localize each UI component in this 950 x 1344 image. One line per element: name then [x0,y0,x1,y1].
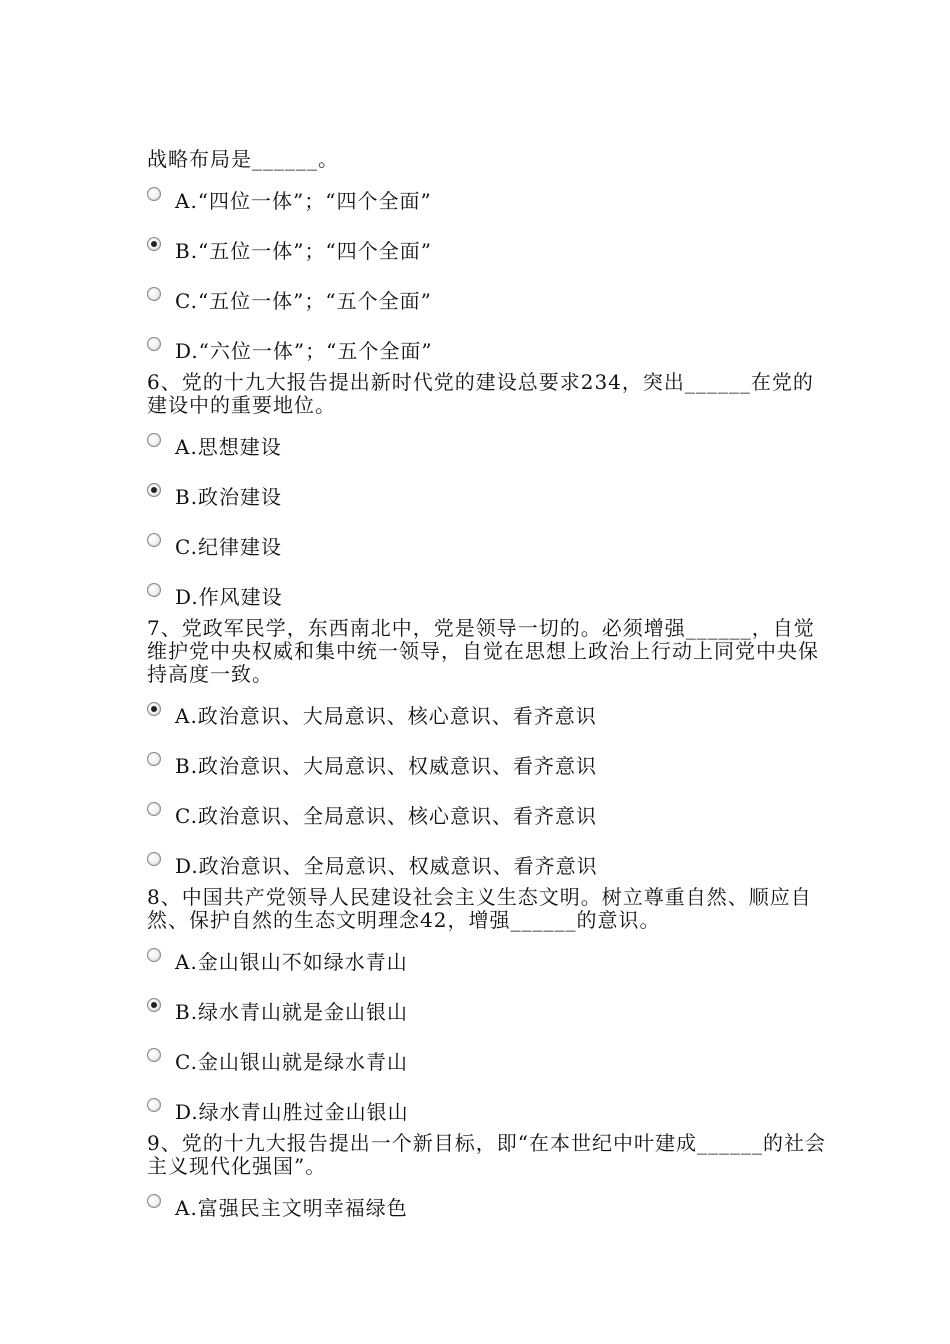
q5-option-a[interactable] [147,171,827,221]
radio-button[interactable] [147,483,161,497]
option-label: D.绿水青山胜过金山银山 [175,1100,409,1124]
question-6-options [147,417,827,617]
option-label: B.绿水青山就是金山银山 [175,1000,409,1024]
question-7-text: 7、党政军民学，东西南北中，党是领导一切的。必须增强______，自觉维护党中央权威和集中统一领导，自觉在思想上政治上行动上同党中央保持高度一致。 [147,616,819,686]
radio-button[interactable] [147,187,161,201]
question-7 [147,617,827,886]
radio-button[interactable] [147,533,161,547]
question-6 [147,371,827,617]
option-label: B.政治意识、大局意识、权威意识、看齐意识 [175,754,598,778]
q6-option-d[interactable] [147,567,827,617]
option-label: A.金山银山不如绿水青山 [175,950,408,974]
question-8-text: 8、中国共产党领导人民建设社会主义生态文明。树立尊重自然、顺应自然、保护自然的生态文明理念42，增强______的意识。 [147,885,812,932]
question-6-text: 6、党的十九大报告提出新时代党的建设总要求234，突出______在党的建设中的重要地位。 [147,370,814,417]
question-8-options [147,932,827,1132]
option-label: A.政治意识、大局意识、核心意识、看齐意识 [175,704,597,728]
radio-button[interactable] [147,702,161,716]
q9-option-a[interactable] [147,1178,827,1228]
option-label: C.政治意识、全局意识、核心意识、看齐意识 [175,804,597,828]
option-label: D.政治意识、全局意识、权威意识、看齐意识 [175,854,598,878]
radio-button[interactable] [147,948,161,962]
question-5 [147,148,827,371]
radio-button[interactable] [147,337,161,351]
option-label: A.思想建设 [175,435,282,459]
radio-button[interactable] [147,852,161,866]
option-label: D.作风建设 [175,585,283,609]
quiz-page [147,148,827,1228]
option-label: C.纪律建设 [175,535,282,559]
radio-button[interactable] [147,287,161,301]
radio-button[interactable] [147,237,161,251]
q7-option-c[interactable] [147,786,827,836]
radio-button[interactable] [147,433,161,447]
q7-option-a[interactable] [147,686,827,736]
question-5-text: 战略布局是______。 [147,147,339,171]
q6-option-c[interactable] [147,517,827,567]
radio-button[interactable] [147,802,161,816]
option-label: A.富强民主文明幸福绿色 [175,1196,408,1220]
q7-option-b[interactable] [147,736,827,786]
q7-option-d[interactable] [147,836,827,886]
option-label: B.“五位一体”；“四个全面” [175,239,432,263]
q6-option-a[interactable] [147,417,827,467]
radio-button[interactable] [147,1048,161,1062]
radio-button[interactable] [147,1098,161,1112]
radio-button[interactable] [147,583,161,597]
q5-option-c[interactable] [147,271,827,321]
question-8 [147,886,827,1132]
option-label: C.金山银山就是绿水青山 [175,1050,408,1074]
option-label: D.“六位一体”；“五个全面” [175,339,433,363]
q5-option-b[interactable] [147,221,827,271]
q8-option-b[interactable] [147,982,827,1032]
option-label: B.政治建设 [175,485,283,509]
question-7-options [147,686,827,886]
q8-option-c[interactable] [147,1032,827,1082]
q5-option-d[interactable] [147,321,827,371]
option-label: A.“四位一体”；“四个全面” [175,189,432,213]
q8-option-d[interactable] [147,1082,827,1132]
q6-option-b[interactable] [147,467,827,517]
radio-button[interactable] [147,752,161,766]
question-9 [147,1132,827,1228]
q8-option-a[interactable] [147,932,827,982]
question-9-text: 9、党的十九大报告提出一个新目标，即“在本世纪中叶建成______的社会主义现代化强国”。 [147,1131,826,1178]
question-9-options [147,1178,827,1228]
option-label: C.“五位一体”；“五个全面” [175,289,432,313]
radio-button[interactable] [147,1194,161,1208]
radio-button[interactable] [147,998,161,1012]
question-5-options [147,171,827,371]
